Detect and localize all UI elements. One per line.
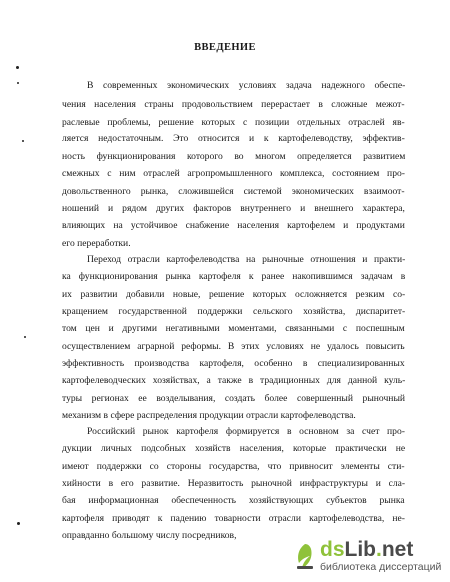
text-line: раслевые проблемы, решение которых с позиции отдельных отраслей яв- [62, 117, 405, 128]
text-line: картофеля приводят к падению товарности отрасли картофелеводства, не- [62, 513, 405, 524]
text-line: смежных с ним отраслей агропромышленного комплекса, состоянием про- [62, 168, 405, 179]
text-line: бая информационная обеспеченность хозяйствующих субъектов рынка [62, 495, 405, 506]
text-line: ность функционирования которого во многом определяется развитием [62, 151, 406, 162]
scan-speck [17, 522, 20, 525]
text-line: ляется недостаточным. Это относится и к картофелеводству, эффектив- [62, 133, 405, 144]
text-line: оправданно большому числу посредников, [62, 530, 237, 541]
text-line: механизм в сфере распределения продукции отрасли картофелеводства. [62, 410, 356, 421]
text-line: картофелеводческих хозяйствах, а также в традиционных для данной куль- [62, 375, 406, 386]
scan-speck [22, 140, 24, 142]
book-leaf-icon [294, 541, 316, 571]
text-line: ношений и рядом других факторов внутреннего и внешнего характера, [62, 203, 405, 214]
text-line: имеют поддержки со стороны государства, что привносит элементы сти- [62, 461, 405, 472]
text-line: осуществлением аграрной реформы. В этих условиях не удалось повысить [62, 341, 405, 352]
text-line: ка функционирования рынка картофеля к ранее накопившимся задачам в [62, 271, 406, 282]
text-line: том цен и другими негативными моментами, связанными с поспешным [62, 323, 405, 334]
watermark-brand: dsLib.net [320, 538, 414, 561]
text-line: хийности в его развитие. Неразвитость рыночной инфраструктуры и сла- [62, 478, 406, 489]
text-line: В современных экономических условиях задача надежного обеспе- [87, 80, 406, 91]
watermark-tagline: библиотека диссертаций [320, 561, 442, 573]
dslib-watermark [294, 534, 444, 578]
text-line: туры регионах ее возделывания, создать более совершенный рыночный [62, 393, 406, 404]
text-line: Переход отрасли картофелеводства на рыночные отношения и практи- [87, 254, 406, 265]
text-line: чения населения страны продовольствием перерастает в сложные межот- [62, 99, 405, 110]
text-line: его переработки. [62, 238, 131, 249]
text-line: дукции личных подсобных хозяйств населения, которые практически не [62, 443, 406, 454]
scan-speck [16, 66, 19, 69]
text-line: кращением государственной поддержки сельского хозяйства, диспаритет- [62, 306, 406, 317]
text-line: их развитии добавили новые, решение которых осложняется резким со- [62, 289, 406, 300]
text-line: довольственного рынка, сложившейся системой экономических взаимоот- [62, 186, 405, 197]
text-line: влияющих на устойчивое снабжение населения картофелем и продуктами [62, 220, 405, 231]
scan-speck [17, 82, 19, 84]
scan-speck [24, 336, 26, 338]
page-title: ВВЕДЕНИЕ [194, 42, 256, 53]
text-line: Российский рынок картофеля формируется в основном за счет про- [87, 426, 405, 437]
text-line: эффективность производства картофеля, особенно в специализированных [62, 358, 405, 369]
